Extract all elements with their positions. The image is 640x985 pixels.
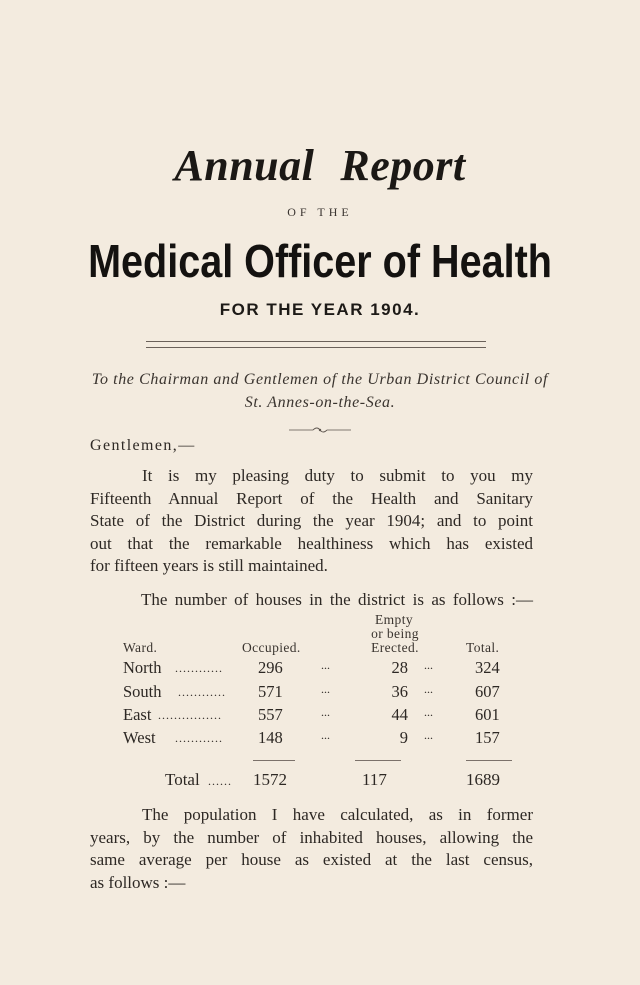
divider-rule-bottom (146, 347, 486, 348)
total-rule-total (466, 760, 512, 761)
table-row-east-dots: ................ (158, 708, 222, 722)
paragraph-intro-line: for fifteen years is still maintained. (90, 556, 328, 575)
header-total: Total. (466, 640, 500, 655)
table-row-north-empty: 28 (391, 658, 408, 677)
paragraph-intro-line: It is my pleasing duty to submit to you my (142, 466, 533, 485)
table-row-west-dots: ............ (175, 731, 223, 745)
paragraph-intro-line: State of the District during the year 1904; and to point (90, 511, 533, 530)
salutation: Gentlemen,— (90, 437, 196, 454)
table-row-east-sep2: ... (424, 705, 433, 719)
table-row-north-total: 324 (475, 658, 500, 677)
totals-empty: 117 (362, 770, 387, 789)
table-row-west-ward: West (123, 728, 156, 747)
table-row-east-total: 601 (475, 705, 500, 724)
totals-total: 1689 (466, 770, 500, 789)
table-row-west-occupied: 148 (258, 728, 283, 747)
total-rule-empty (355, 760, 401, 761)
connector-of-the: OF THE (287, 205, 353, 219)
table-row-west-total: 157 (475, 728, 500, 747)
table-row-north-sep1: ... (321, 658, 330, 672)
paragraph-population-line: as follows :— (90, 872, 186, 892)
address-line-1: To the Chairman and Gentlemen of the Urban District Council of (91, 371, 549, 388)
table-row-south-total: 607 (475, 682, 500, 701)
address-line-2: St. Annes-on-the-Sea. (244, 394, 396, 411)
table-row-north-dots: ............ (175, 661, 223, 675)
paragraph-intro (90, 465, 533, 578)
header-empty-line-3: Erected. (371, 640, 419, 655)
totals-label: Total (165, 770, 200, 789)
header-empty-line-2: or being (371, 626, 419, 641)
header-occupied: Occupied. (242, 640, 301, 655)
table-row-south-empty: 36 (391, 682, 408, 701)
table-row-south-occupied: 571 (258, 682, 283, 701)
table-row-south-ward: South (123, 682, 162, 701)
totals-dots: ...... (208, 774, 232, 788)
table-row-east-occupied: 557 (258, 705, 283, 724)
total-rule-occupied (253, 760, 295, 761)
script-title (0, 140, 640, 191)
year-line: FOR THE YEAR 1904. (219, 300, 421, 319)
script-title-word-report: Report (340, 141, 466, 190)
ornament-divider-icon (289, 425, 351, 435)
houses-intro: The number of houses in the district is as follows :— (141, 590, 533, 609)
paragraph-population-line: same average per house as existed at the last census, (90, 850, 533, 869)
paragraph-population-line: years, by the number of inhabited houses, allowing the (90, 827, 533, 847)
header-ward: Ward. (123, 640, 158, 655)
address-block (0, 368, 640, 414)
table-row-north-occupied: 296 (258, 658, 283, 677)
table-row-south-dots: ............ (178, 685, 226, 699)
table-row-north-sep2: ... (424, 658, 433, 672)
table-row-south-sep1: ... (321, 682, 330, 696)
paragraph-intro-line: out that the remarkable healthiness which has existed (90, 533, 533, 553)
table-row-west-sep2: ... (424, 728, 433, 742)
script-title-word-annual: Annual (174, 141, 315, 190)
table-row-south-sep2: ... (424, 682, 433, 696)
paragraph-population (90, 804, 533, 894)
table-row-east-sep1: ... (321, 705, 330, 719)
main-title: Medical Officer of Health (88, 235, 552, 287)
table-row-east-ward: East (123, 705, 152, 724)
header-empty-line-1: Empty (375, 612, 413, 627)
table-row-east-empty: 44 (391, 705, 408, 724)
divider-rule-top (146, 341, 486, 342)
table-row-west-empty: 9 (399, 728, 408, 747)
paragraph-intro-line: Fifteenth Annual Report of the Health and Sanitary (90, 488, 533, 508)
table-row-north-ward: North (123, 658, 162, 677)
totals-occupied: 1572 (253, 770, 287, 789)
paragraph-population-line: The population I have calculated, as in former (142, 805, 533, 824)
table-row-west-sep1: ... (321, 728, 330, 742)
